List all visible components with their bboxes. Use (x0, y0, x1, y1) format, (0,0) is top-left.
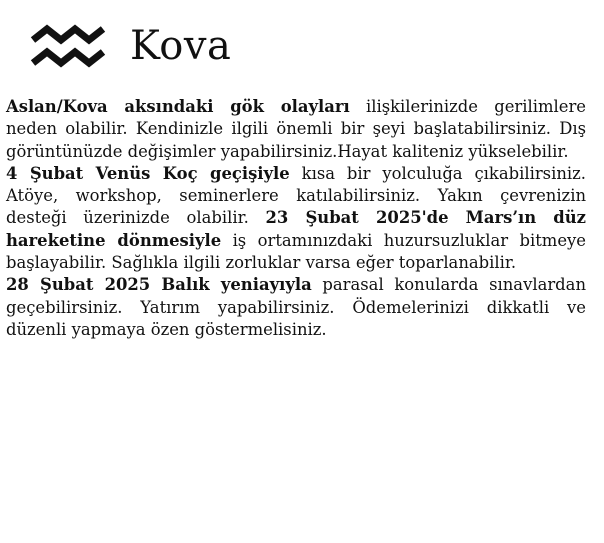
aquarius-icon (28, 21, 110, 71)
highlight-text: Aslan/Kova aksındaki gök olayları (6, 97, 350, 116)
highlight-text: 28 Şubat 2025 Balık yeniayıyla (6, 275, 312, 295)
body-text: parasal konularda sınavlardan geçebilirsiniz. Yatırım yapabilirsiniz. Ödemelerinizi dikkatli ve düzenli yapmaya özen göstermelisiniz. (6, 275, 587, 339)
highlight-text: 23 Şubat 2025'de Mars’ın düz hareketine dönmesiyle (6, 208, 586, 250)
paragraph-2 (6, 163, 586, 274)
paragraph-3 (6, 274, 586, 341)
page-title: Kova (130, 23, 232, 69)
horoscope-text (6, 96, 586, 341)
paragraph-1 (6, 96, 586, 163)
body-text: ilişkilerinizde gerilimlere neden olabilir. Kendinizle ilgili önemli bir şeyi başlatabilirsiniz. Dış görüntünüzde değişimler yapabilirsiniz.Hayat kaliteniz yükselebilir. (6, 97, 586, 161)
highlight-text: 4 Şubat Venüs Koç geçişiyle (6, 163, 290, 183)
body-text: kısa bir yolculuğa çıkabilirsiniz. Atöye, workshop, seminerlere katılabilirsiniz. Yakın çevrenizin desteği üzerinizde olabilir. (6, 163, 586, 228)
body-text: iş ortamınızdaki huzursuzluklar bitmeye başlayabilir. Sağlıkla ilgili zorluklar varsa eğer toparlanabilir. (6, 230, 587, 273)
header (28, 14, 231, 78)
